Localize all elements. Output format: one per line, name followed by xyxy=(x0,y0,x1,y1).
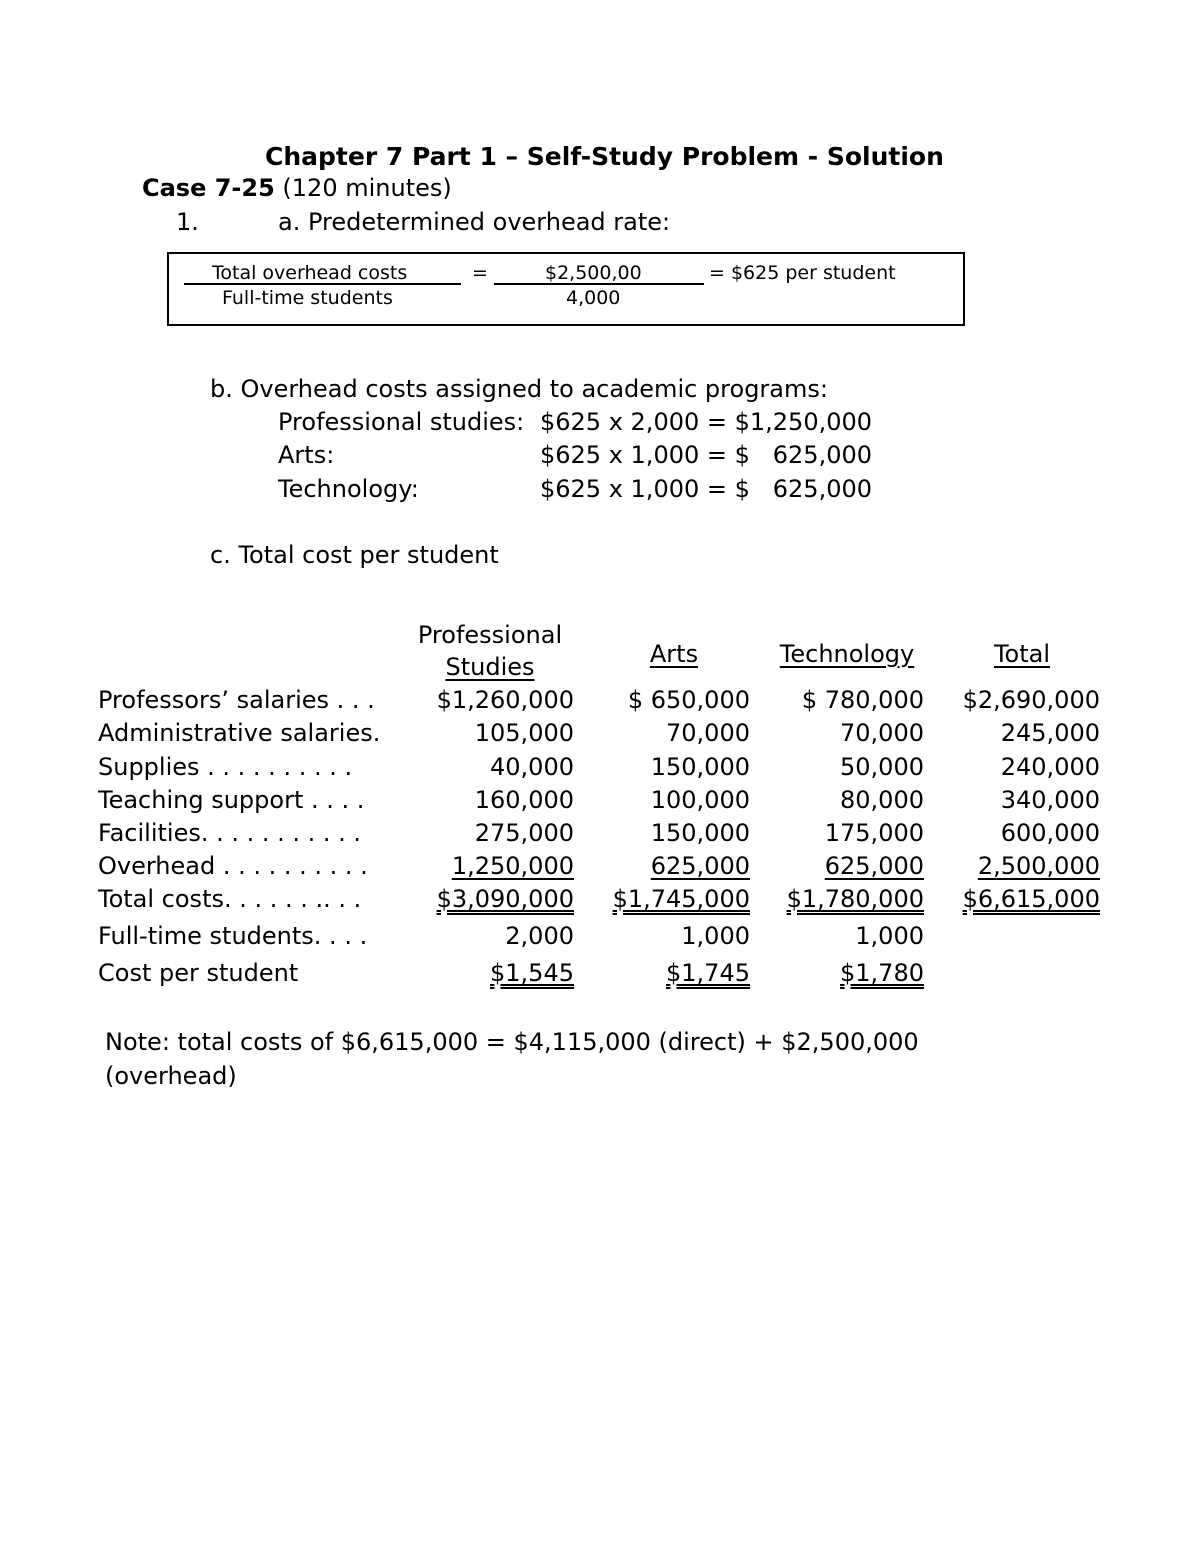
cell-technology: $1,780 xyxy=(840,959,924,987)
formula-equals: = xyxy=(472,262,488,284)
table-row xyxy=(98,786,1108,819)
header-technology: Technology xyxy=(779,640,915,668)
cell-total: 240,000 xyxy=(1000,753,1100,781)
row-label: Overhead . . . . . . . . . . xyxy=(98,852,368,880)
table-row xyxy=(98,686,1108,719)
cell-arts: 150,000 xyxy=(650,753,750,781)
cell-total: 600,000 xyxy=(1000,819,1100,847)
cell-arts: $1,745,000 xyxy=(612,885,750,913)
row-label: Professors’ salaries . . . xyxy=(98,686,375,714)
cell-arts: 1,000 xyxy=(681,922,750,950)
formula-denominator-value: 4,000 xyxy=(566,287,621,309)
cell-technology: 80,000 xyxy=(840,786,924,814)
cell-technology: $ 780,000 xyxy=(801,686,924,714)
header-total: Total xyxy=(993,640,1051,668)
cell-total: 245,000 xyxy=(1000,719,1100,747)
cell-arts: $ 650,000 xyxy=(627,686,750,714)
cell-arts: 100,000 xyxy=(650,786,750,814)
cell-total: 2,500,000 xyxy=(977,852,1100,880)
table-row xyxy=(98,852,1108,885)
row-label: Full-time students. . . . xyxy=(98,922,368,950)
table-row xyxy=(98,885,1108,918)
table-row xyxy=(98,922,1108,955)
cell-professional: 105,000 xyxy=(474,719,574,747)
question-number: 1. xyxy=(176,208,199,236)
cell-technology: 70,000 xyxy=(840,719,924,747)
header-professional: Professional xyxy=(417,621,563,649)
formula-numerator-value: $2,500,00 xyxy=(545,262,642,284)
table-row xyxy=(98,753,1108,786)
table-row xyxy=(98,819,1108,852)
cell-arts: 150,000 xyxy=(650,819,750,847)
row-label: Administrative salaries. xyxy=(98,719,381,747)
row-label: Teaching support . . . . xyxy=(98,786,365,814)
part-b-calc-2: $625 x 1,000 = $ 625,000 xyxy=(540,441,873,469)
header-arts: Arts xyxy=(649,640,699,668)
part-a-heading: a. Predetermined overhead rate: xyxy=(278,208,671,236)
cell-professional: $1,545 xyxy=(490,959,574,987)
part-b-calc-3: $625 x 1,000 = $ 625,000 xyxy=(540,475,873,503)
cell-technology: 1,000 xyxy=(855,922,924,950)
row-label: Cost per student xyxy=(98,959,299,987)
part-b-label-3: Technology: xyxy=(278,475,419,503)
part-b-label-2: Arts: xyxy=(278,441,335,469)
formula-result: = $625 per student xyxy=(709,262,896,284)
cell-professional: 2,000 xyxy=(505,922,574,950)
table-row xyxy=(98,959,1108,992)
cell-total: $6,615,000 xyxy=(962,885,1100,913)
cell-professional: 1,250,000 xyxy=(451,852,574,880)
cell-professional: $1,260,000 xyxy=(436,686,574,714)
part-b-label-1: Professional studies: xyxy=(278,408,525,436)
row-label: Total costs. . . . . . .. . . xyxy=(98,885,362,913)
case-duration: (120 minutes) xyxy=(274,174,452,202)
cell-technology: 625,000 xyxy=(824,852,924,880)
case-heading xyxy=(142,174,452,202)
formula-numerator-label: Total overhead costs xyxy=(212,262,408,284)
part-b-calc-1: $625 x 2,000 = $1,250,000 xyxy=(540,408,873,436)
note-line-2: (overhead) xyxy=(105,1062,237,1090)
cell-arts: 625,000 xyxy=(650,852,750,880)
row-label: Facilities. . . . . . . . . . . xyxy=(98,819,362,847)
case-label: Case 7-25 xyxy=(142,174,275,202)
part-b-heading: b. Overhead costs assigned to academic programs: xyxy=(210,375,828,403)
cell-professional: $3,090,000 xyxy=(436,885,574,913)
cell-arts: $1,745 xyxy=(666,959,750,987)
cell-arts: 70,000 xyxy=(666,719,750,747)
cell-technology: 175,000 xyxy=(824,819,924,847)
cell-total: $2,690,000 xyxy=(962,686,1100,714)
row-label: Supplies . . . . . . . . . . xyxy=(98,753,353,781)
cell-professional: 275,000 xyxy=(474,819,574,847)
cell-professional: 160,000 xyxy=(474,786,574,814)
table-row xyxy=(98,719,1108,752)
cell-technology: $1,780,000 xyxy=(786,885,924,913)
cell-professional: 40,000 xyxy=(490,753,574,781)
note-line-1: Note: total costs of $6,615,000 = $4,115,000 (direct) + $2,500,000 xyxy=(105,1028,919,1056)
cell-technology: 50,000 xyxy=(840,753,924,781)
cell-total: 340,000 xyxy=(1000,786,1100,814)
header-studies: Studies xyxy=(445,653,535,681)
page-title: Chapter 7 Part 1 – Self-Study Problem - Solution xyxy=(265,142,944,171)
formula-denominator-label: Full-time students xyxy=(222,287,393,309)
part-c-heading: c. Total cost per student xyxy=(210,541,499,569)
